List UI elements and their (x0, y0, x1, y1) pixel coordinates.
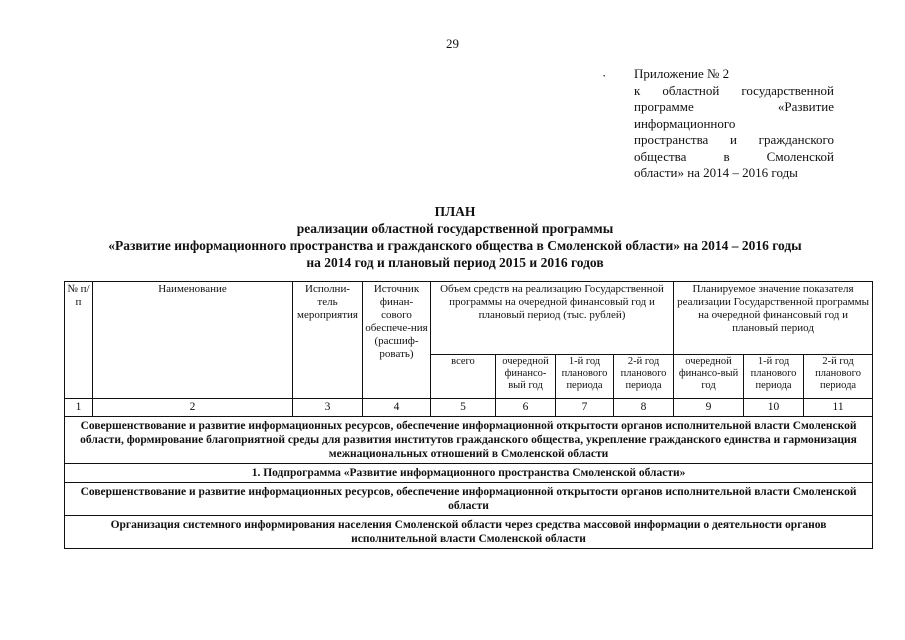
page-number: 29 (446, 36, 459, 51)
column-number: 8 (614, 399, 674, 417)
document-title-block (40, 203, 870, 271)
section-row (65, 516, 873, 549)
column-number: 11 (804, 399, 873, 417)
appendix-line: Приложение № 2 (634, 66, 730, 81)
column-number: 6 (496, 399, 556, 417)
column-number: 4 (363, 399, 431, 417)
column-number: 1 (65, 399, 93, 417)
section-goal: Совершенствование и развитие информационных ресурсов, обеспечение информационной открытости органов исполнительной власти Смоленской области, формирование благоприятной среды для развития институтов гражданского общества, укрепление гражданского единства и гармонизация межнациональных отношений в Смоленской области (65, 417, 873, 464)
section-subprogram: 1. Подпрограмма «Развитие информационного пространства Смоленской области» (65, 464, 873, 483)
appendix-line: области» на 2014 – 2016 годы (634, 165, 798, 180)
section-row (65, 417, 873, 464)
header-next-fin-year: очередной финансо-вый год (496, 355, 556, 399)
header-plan-year-2: 2-й год планового периода (614, 355, 674, 399)
appendix-line: пространства и гражданского (634, 132, 834, 147)
appendix-line: к областной государственной (634, 82, 834, 98)
header-total: всего (431, 355, 496, 399)
appendix-line: общества в Смоленской (634, 148, 834, 164)
header-funding-source: Источник финан-сового обеспече-ния (расшиф-ровать) (363, 282, 431, 399)
header-num: № п/п (65, 282, 93, 399)
column-number: 7 (556, 399, 614, 417)
document-title: ПЛАН (434, 204, 476, 219)
document-subtitle: реализации областной государственной программы (296, 221, 614, 236)
section-row (65, 483, 873, 516)
header-ind-next-fin-year: очередной финансо-вый год (674, 355, 744, 399)
header-ind-plan-year-2: 2-й год планового периода (804, 355, 873, 399)
bullet-mark: · (602, 68, 607, 83)
header-plan-year-1: 1-й год планового периода (556, 355, 614, 399)
plan-period: на 2014 год и плановый период 2015 и 2016 годов (306, 255, 604, 270)
header-ind-plan-year-1: 1-й год планового периода (744, 355, 804, 399)
appendix-line: информационного (634, 115, 736, 131)
header-name: Наименование (93, 282, 293, 399)
program-name: «Развитие информационного пространства и гражданского общества в Смоленской области» на 2014 – 2016 годы (108, 238, 802, 253)
header-executor: Исполни-тель мероприятия (293, 282, 363, 399)
column-number: 5 (431, 399, 496, 417)
plan-table (64, 281, 873, 549)
column-number: 3 (293, 399, 363, 417)
column-number: 10 (744, 399, 804, 417)
header-indicator-value: Планируемое значение показателя реализации Государственной программы на очередной финансовый год и плановый период (674, 282, 873, 355)
section-row (65, 464, 873, 483)
appendix-line: программе «Развитие (634, 99, 834, 114)
header-funding-volume: Объем средств на реализацию Государственной программы на очередной финансовый год и плановый период (тыс. рублей) (431, 282, 674, 355)
column-number-row (65, 399, 873, 417)
section-activity: Организация системного информирования населения Смоленской области через средства массовой информации о деятельности органов исполнительной власти Смоленской области (65, 516, 873, 549)
appendix-note (634, 66, 834, 182)
section-task: Совершенствование и развитие информационных ресурсов, обеспечение информационной открытости органов исполнительной власти Смоленской области (65, 483, 873, 516)
column-number: 2 (93, 399, 293, 417)
column-number: 9 (674, 399, 744, 417)
